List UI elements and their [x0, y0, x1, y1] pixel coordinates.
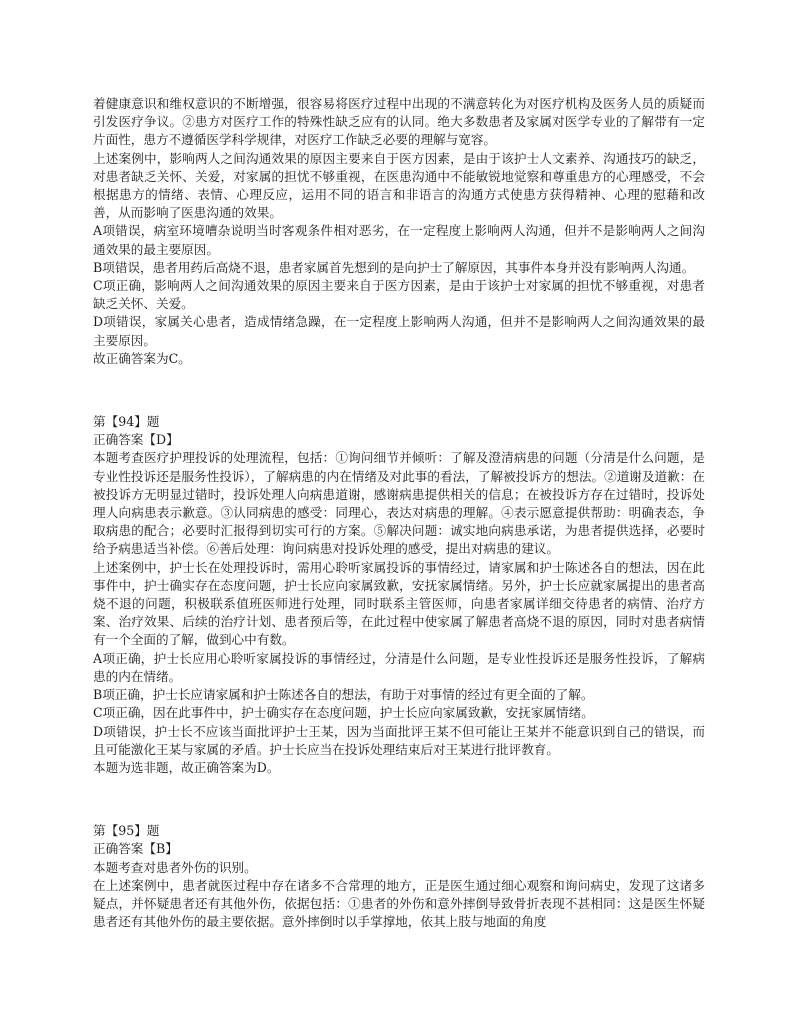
paragraph: 本题考查医疗护理投诉的处理流程，包括：①询问细节并倾听：了解及澄清病患的问题（分清是什么问题，是专业性投诉还是服务性投诉），了解病患的内在情绪及对此事的看法，了解被投诉方的想法。②道谢及道歉：在被投诉方无明显过错时，投诉处理人向病患道谢，感谢病患提供相关的信息；在被投诉方存在过错时，投诉处理人向病患表示歉意。③认同病患的感受：同理心，表达对病患的理解。④表示愿意提供帮助：明确表态，争取病患的配合；必要时汇报得到切实可行的方案。⑤解决问题：诚实地向病患承诺，为患者提供选择，必要时给予病患适当补偿。⑥善后处理：询问病患对投诉处理的感受，提出对病患的建议。 [93, 450, 705, 557]
correct-answer: 正确答案【B】 [93, 841, 178, 857]
paragraph: 着健康意识和维权意识的不断增强，很容易将医疗过程中出现的不满意转化为对医疗机构及医务人员的质疑而引发医疗争议。②患方对医疗工作的特殊性缺乏应有的认同。绝大多数患者及家属对医学专业的了解带有一定片面性，患方不遵循医学科学规律，对医疗工作缺乏必要的理解与宽容。 [93, 96, 705, 148]
paragraph: D项错误，护士长不应该当面批评护士王某，因为当面批评王某不但可能让王某并不能意识到自己的错误，而且可能激化王某与家属的矛盾。护士长应当在投诉处理结束后对王某进行批评教育。 [93, 723, 705, 757]
paragraph: A项错误，病室环境嘈杂说明当时客观条件相对恶劣，在一定程度上影响两人沟通，但并不是影响两人之间沟通效果的最主要原因。 [93, 223, 705, 257]
question-heading: 第【94】题 [93, 414, 160, 430]
paragraph: 上述案例中，影响两人之间沟通效果的原因主要来自于医方因素，是由于该护士人文素养、沟通技巧的缺乏，对患者缺乏关怀、关爱，对家属的担忧不够重视，在医患沟通中不能敏锐地觉察和尊重患方的心理感受，不会根据患方的情绪、表情、心理反应，运用不同的语言和非语言的沟通方式使患方获得精神、心理的慰藉和改善，从而影响了医患沟通的效果。 [93, 150, 705, 221]
paragraph: 在上述案例中，患者就医过程中存在诸多不合常理的地方，正是医生通过细心观察和询问病史，发现了这诸多疑点，并怀疑患者还有其他外伤，依据包括：①患者的外伤和意外摔倒导致骨折表现不甚相同：这是医生怀疑患者还有其他外伤的最主要依据。意外摔倒时以手掌撑地，依其上肢与地面的角度 [93, 877, 705, 930]
paragraph: A项正确，护士长应用心聆听家属投诉的事情经过，分清是什么问题，是专业性投诉还是服务性投诉，了解病患的内在情绪。 [93, 650, 705, 684]
paragraph: B项正确，护士长应请家属和护士陈述各自的想法，有助于对事情的经过有更全面的了解。 [93, 687, 594, 703]
paragraph: C项正确，因在此事件中，护士确实存在态度问题，护士长应向家属致歉，安抚家属情绪。 [93, 705, 594, 721]
paragraph: D项错误，家属关心患者，造成情绪急躁，在一定程度上影响两人沟通，但并不是影响两人之间沟通效果的最主要原因。 [93, 314, 705, 348]
paragraph: 本题考查对患者外伤的识别。 [93, 859, 257, 875]
document-body [93, 95, 705, 931]
paragraph: 故正确答案为C。 [93, 350, 191, 366]
paragraph: 本题为选非题，故正确答案为D。 [93, 759, 280, 775]
paragraph: C项正确，影响两人之间沟通效果的原因主要来自于医方因素，是由于该护士对家属的担忧不够重视，对患者缺乏关怀、关爱。 [93, 278, 705, 312]
section-spacer [93, 368, 705, 413]
paragraph: 上述案例中，护士长在处理投诉时，需用心聆听家属投诉的事情经过，请家属和护士陈述各自的想法，因在此事件中，护士确实存在态度问题，护士长应向家属致歉，安抚家属情绪。另外，护士长应就家属提出的患者高烧不退的问题，积极联系值班医师进行处理，同时联系主管医师，向患者家属详细交待患者的病情、治疗方案、治疗效果、后续的治疗计划、患者预后等，在此过程中使家属了解患者高烧不退的原因，同时对患者病情有一个全面的了解，做到心中有数。 [93, 559, 705, 648]
paragraph: B项错误，患者用药后高烧不退，患者家属首先想到的是向护士了解原因，其事件本身并没有影响两人沟通。 [93, 259, 695, 275]
correct-answer: 正确答案【D】 [93, 432, 179, 448]
question-heading: 第【95】题 [93, 823, 160, 839]
section-spacer [93, 777, 705, 822]
